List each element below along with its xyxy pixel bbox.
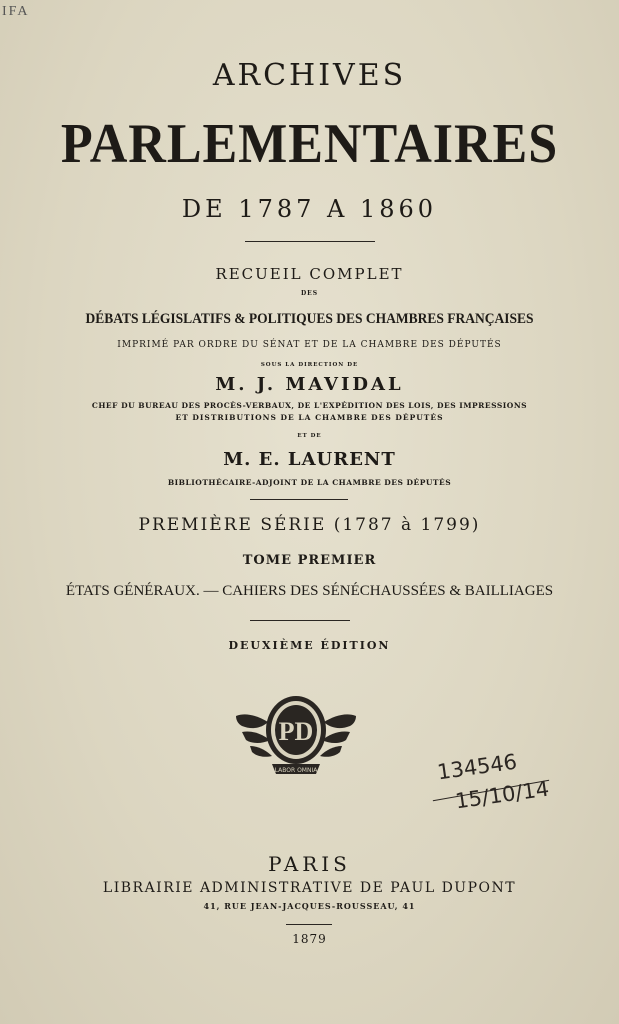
divider-rule <box>250 499 348 500</box>
handwritten-number: 134546 <box>435 749 519 785</box>
editor-mavidal-role-1: CHEF DU BUREAU DES PROCÈS-VERBAUX, DE L'EXPÉDITION DES LOIS, DES IMPRESSIONS <box>91 401 528 410</box>
publisher-seal-icon <box>232 688 360 782</box>
seal-motto: LABOR OMNIA <box>274 767 318 774</box>
editor-laurent-role: BIBLIOTHÉCAIRE-ADJOINT DE LA CHAMBRE DES DÉPUTÉS <box>167 478 452 487</box>
imprint-city: PARIS <box>268 852 351 876</box>
imprint-year: 1879 <box>292 932 327 946</box>
volume-tome: TOME PREMIER <box>242 553 377 568</box>
subtitle-recueil: RECUEIL COMPLET <box>215 265 404 283</box>
subtitle-des: DES <box>300 290 319 297</box>
volume-edition: DEUXIÈME ÉDITION <box>228 639 391 652</box>
divider-rule <box>286 924 332 925</box>
title-dates: DE 1787 A 1860 <box>181 195 438 223</box>
title-archives: ARCHIVES <box>212 58 407 93</box>
editor-mavidal: M. J. MAVIDAL <box>215 374 404 395</box>
editor-laurent: M. E. LAURENT <box>223 449 396 470</box>
imprint-publisher: LIBRAIRIE ADMINISTRATIVE DE PAUL DUPONT <box>102 880 517 896</box>
subtitle-debats: DÉBATS LÉGISLATIFS & POLITIQUES DES CHAMBRES FRANÇAISES <box>85 311 534 327</box>
volume-serie: PREMIÈRE SÉRIE (1787 à 1799) <box>138 515 481 535</box>
subtitle-imprime: IMPRIMÉ PAR ORDRE DU SÉNAT ET DE LA CHAMBRE DES DÉPUTÉS <box>117 340 502 350</box>
title-parlementaires: PARLEMENTAIRES <box>60 113 559 175</box>
library-mark: IFA <box>2 4 30 19</box>
imprint-address: 41, RUE JEAN-JACQUES-ROUSSEAU, 41 <box>203 901 416 911</box>
editor-mavidal-role-2: ET DISTRIBUTIONS DE LA CHAMBRE DES DÉPUTÉS <box>175 413 444 422</box>
volume-contents: ÉTATS GÉNÉRAUX. — CAHIERS DES SÉNÉCHAUSSÉES & BAILLIAGES <box>65 583 554 599</box>
handwritten-date: 15/10/14 <box>453 776 551 814</box>
seal-monogram: PD <box>278 717 314 746</box>
divider-rule <box>250 620 350 621</box>
editor-et-de: ET DE <box>297 433 322 439</box>
subtitle-sous-direction: SOUS LA DIRECTION DE <box>260 362 359 368</box>
divider-rule <box>245 241 375 242</box>
